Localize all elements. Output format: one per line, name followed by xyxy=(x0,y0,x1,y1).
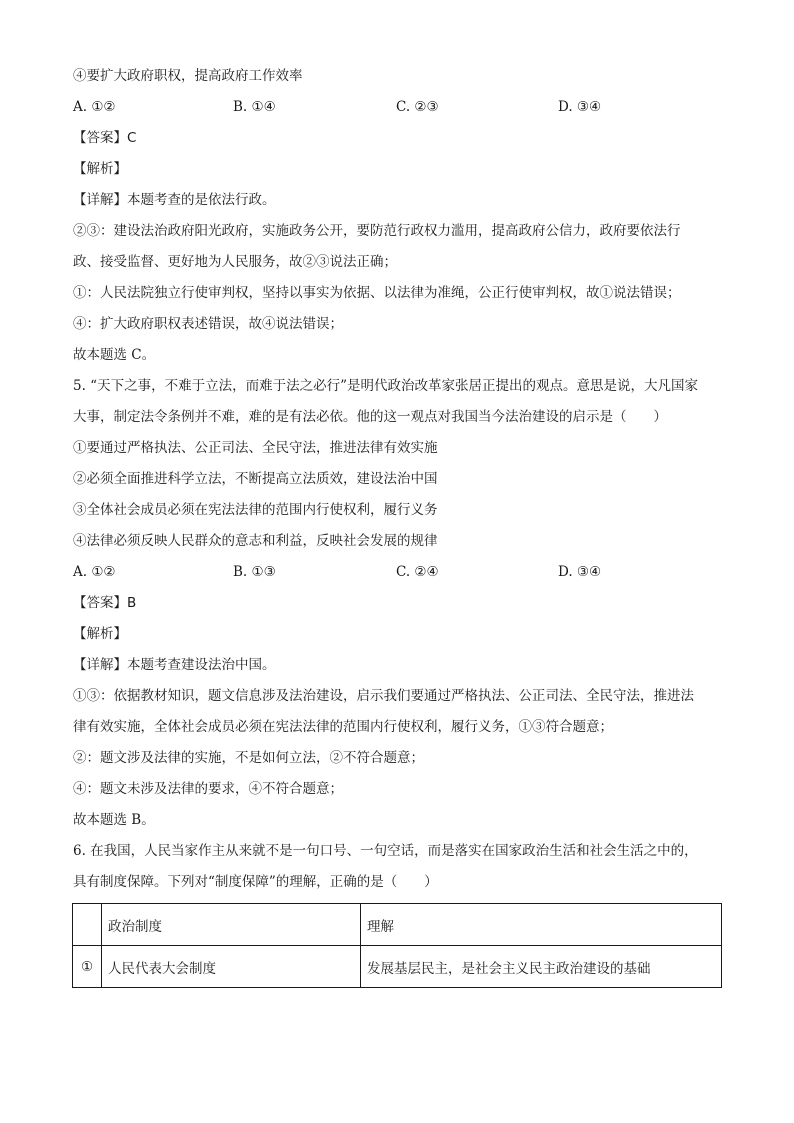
table-cell-index: ① xyxy=(73,946,102,988)
q5-explanation-line-3: ②：题文涉及法律的实施，不是如何立法，②不符合题意； xyxy=(73,750,424,766)
table-row xyxy=(73,946,722,988)
q5-explanation-line-1: ①③：依据教材知识，题文信息涉及法治建设，启示我们要通过严格执法、公正司法、全民守法，推进法 xyxy=(73,688,694,704)
q4-answer: 【答案】C xyxy=(73,130,137,146)
q5-option-4: ④法律必须反映人民群众的意志和利益，反映社会发展的规律 xyxy=(73,533,438,549)
q4-explanation-line-2: 政、接受监督、更好地为人民服务，故②③说法正确； xyxy=(73,254,397,270)
q5-conclusion: 故本题选 B。 xyxy=(73,812,155,828)
q6-table xyxy=(72,903,722,988)
q6-stem-line-1: 6. 在我国，人民当家作主从来就不是一句口号、一句空话，而是落实在国家政治生活和社会生活之中的， xyxy=(73,843,698,859)
q6-stem-line-2: 具有制度保障。下列对“制度保障”的理解，正确的是（ ） xyxy=(73,874,438,890)
q5-explanation-line-4: ④：题文未涉及法律的要求，④不符合题意； xyxy=(73,781,343,797)
q4-explanation-line-3: ①：人民法院独立行使审判权，坚持以事实为依据、以法律为准绳，公正行使审判权，故①说法错误； xyxy=(73,285,681,301)
q5-choice-c: C. ②④ xyxy=(396,564,439,580)
q5-choice-a: A. ①② xyxy=(73,564,116,580)
q4-choice-a: A. ①② xyxy=(73,99,116,115)
q4-analysis-heading: 【解析】 xyxy=(73,161,127,177)
table-header-index xyxy=(73,904,102,946)
q4-explanation-line-1: ②③：建设法治政府阳光政府，实施政务公开，要防范行政权力滥用，提高政府公信力，政府要依法行 xyxy=(73,223,681,239)
q5-analysis-heading: 【解析】 xyxy=(73,626,127,642)
q4-choice-b: B. ①④ xyxy=(233,99,276,115)
q4-option-4: ④要扩大政府职权，提高政府工作效率 xyxy=(73,68,303,84)
q4-explanation-line-4: ④：扩大政府职权表述错误，故④说法错误； xyxy=(73,316,343,332)
q5-choice-b: B. ①③ xyxy=(233,564,276,580)
q5-choice-d: D. ③④ xyxy=(558,564,602,580)
table-cell-system: 人民代表大会制度 xyxy=(102,946,361,988)
q4-detail-heading: 【详解】本题考查的是依法行政。 xyxy=(73,192,276,208)
table-header-system: 政治制度 xyxy=(102,904,361,946)
q5-option-1: ①要通过严格执法、公正司法、全民守法，推进法律有效实施 xyxy=(73,440,438,456)
q5-answer: 【答案】B xyxy=(73,595,137,611)
table-header-understanding: 理解 xyxy=(361,904,722,946)
q5-stem-line-1: 5. “天下之事，不难于立法，而难于法之必行”是明代政治改革家张居正提出的观点。意思是说，大凡国家 xyxy=(73,378,698,394)
q4-choice-d: D. ③④ xyxy=(558,99,602,115)
table-cell-understanding: 发展基层民主，是社会主义民主政治建设的基础 xyxy=(361,946,722,988)
q4-choice-c: C. ②③ xyxy=(396,99,439,115)
q5-stem-line-2: 大事，制定法令条例并不难，难的是有法必依。他的这一观点对我国当今法治建设的启示是（ ） xyxy=(73,409,667,425)
q5-option-2: ②必须全面推进科学立法，不断提高立法质效，建设法治中国 xyxy=(73,471,438,487)
table-header-row xyxy=(73,904,722,946)
q5-explanation-line-2: 律有效实施，全体社会成员必须在宪法法律的范围内行使权利，履行义务，①③符合题意； xyxy=(73,719,613,735)
q5-option-3: ③全体社会成员必须在宪法法律的范围内行使权利，履行义务 xyxy=(73,502,438,518)
q5-detail-heading: 【详解】本题考查建设法治中国。 xyxy=(73,657,276,673)
q4-conclusion: 故本题选 C。 xyxy=(73,347,156,363)
